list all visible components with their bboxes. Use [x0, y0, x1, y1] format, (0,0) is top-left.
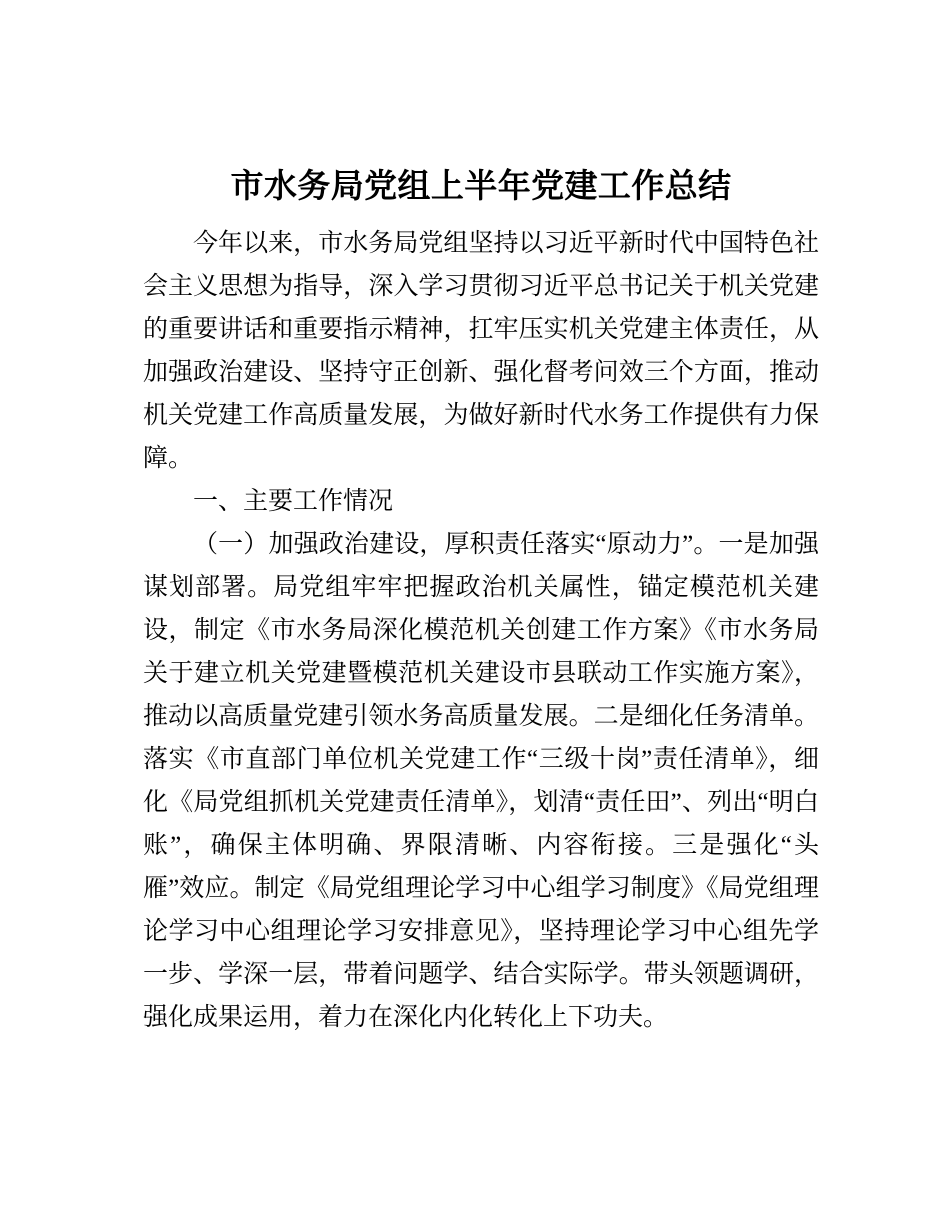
section-heading: 一、主要工作情况 — [193, 488, 394, 515]
document-page — [143, 0, 819, 1039]
section-paragraph: （一）加强政治建设，厚积责任落实“原动力”。一是加强谋划部署。局党组牢牢把握政治机关属性，锚定模范机关建设，制定《市水务局深化模范机关创建工作方案》《市水务局关于建立机关党建暨模范机关建设市县联动工作实施方案》，推动以高质量党建引领水务高质量发展。二是细化任务清单。落实《市直部门单位机关党建工作“三级十岗”责任清单》，细化《局党组抓机关党建责任清单》，划清“责任田”、列出“明白账”，确保主体明确、界限清晰、内容衔接。三是强化“头雁”效应。制定《局党组理论学习中心组学习制度》《局党组理论学习中心组理论学习安排意见》，坚持理论学习中心组先学一步、学深一层，带着问题学、结合实际学。带头领题调研，强化成果运用，着力在深化内化转化上下功夫。 — [143, 531, 819, 1031]
document-title: 市水务局党组上半年党建工作总结 — [230, 166, 732, 205]
intro-paragraph: 今年以来，市水务局党组坚持以习近平新时代中国特色社会主义思想为指导，深入学习贯彻习近平总书记关于机关党建的重要讲话和重要指示精神，扛牢压实机关党建主体责任，从加强政治建设、坚持守正创新、强化督考问效三个方面，推动机关党建工作高质量发展，为做好新时代水务工作提供有力保障。 — [143, 230, 819, 472]
